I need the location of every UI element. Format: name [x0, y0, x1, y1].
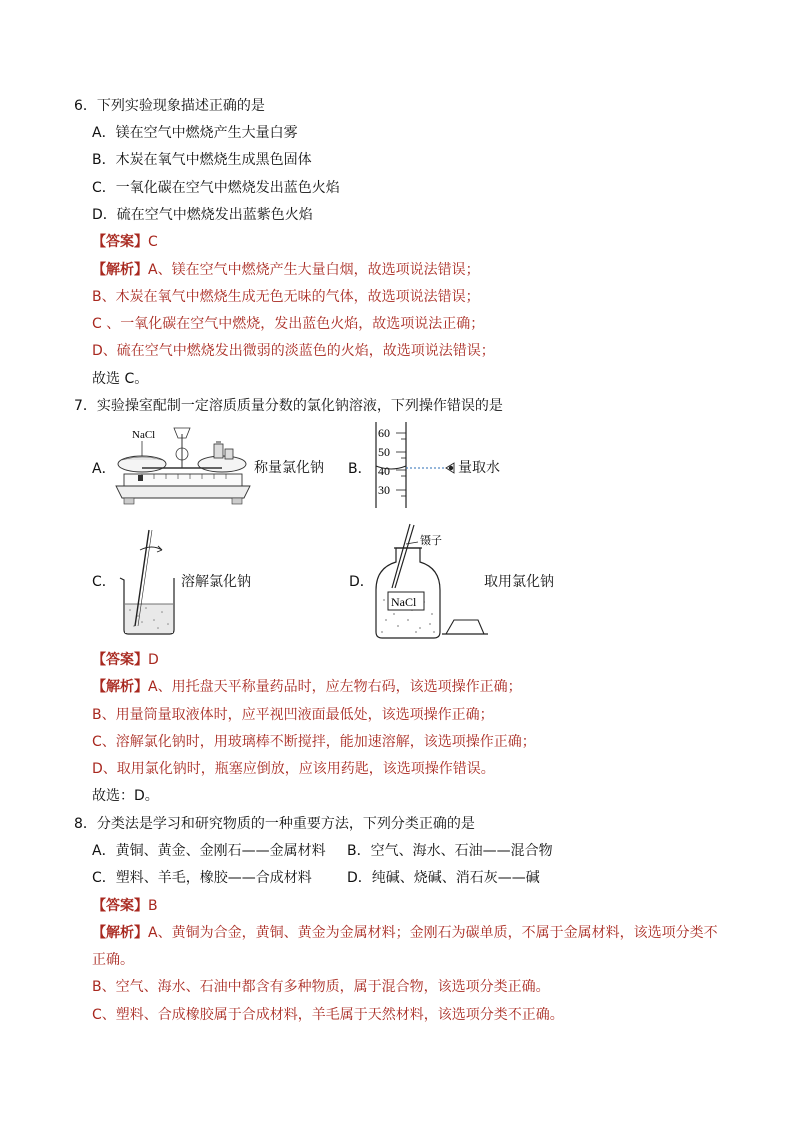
q8-option-a: A．黄铜、黄金、金刚石——金属材料 — [92, 843, 326, 859]
q8-option-b: B．空气、海水、石油——混合物 — [347, 843, 553, 859]
analysis-text: A、镁在空气中燃烧产生大量白烟，故选项说法错误； — [148, 262, 480, 278]
q6-analysis-line-2: B、木炭在氧气中燃烧生成无色无味的气体，故选项说法错误； — [92, 289, 480, 305]
answer-tag: 【答案】 — [92, 898, 148, 914]
analysis-tag: 【解析】 — [92, 679, 148, 695]
q7-analysis-line-3: C、溶解氯化钠时，用玻璃棒不断搅拌，能加速溶解，该选项操作正确； — [92, 734, 536, 750]
analysis-text: A、用托盘天平称量药品时，应左物右码，该选项操作正确； — [148, 679, 522, 695]
q7-fig-b-caption: 量取水 — [458, 460, 500, 476]
q6-stem: 6．下列实验现象描述正确的是 — [74, 98, 265, 114]
q6-analysis-line-4: D、硫在空气中燃烧发出微弱的淡蓝色的火焰，故选项说法错误； — [92, 343, 495, 359]
q6-conclusion: 故选 C。 — [92, 371, 149, 387]
q7-fig-d-letter: D． — [349, 574, 374, 590]
q7-fig-d-caption: 取用氯化钠 — [484, 574, 554, 590]
q7-fig-a-caption: 称量氯化钠 — [254, 460, 324, 476]
answer-value: C — [148, 234, 158, 250]
q7-fig-a-letter: A． — [92, 461, 116, 477]
answer-tag: 【答案】 — [92, 652, 148, 668]
answer-value: D — [148, 652, 159, 668]
cylinder-figure — [372, 422, 462, 510]
q8-analysis-line-4: C、塑料、合成橡胶属于合成材料，羊毛属于天然材料，该选项分类不正确。 — [92, 1007, 564, 1023]
answer-value: B — [148, 898, 158, 914]
answer-tag: 【答案】 — [92, 234, 148, 250]
tweezers-label: 镊子 — [420, 535, 442, 547]
analysis-tag: 【解析】 — [92, 262, 148, 278]
analysis-tag: 【解析】 — [92, 925, 148, 941]
q7-stem: 7．实验操室配制一定溶质质量分数的氯化钠溶液，下列操作错误的是 — [74, 398, 503, 414]
bottle-nacl-label: NaCl — [391, 595, 417, 609]
q7-fig-c-letter: C． — [92, 574, 116, 590]
balance-figure — [112, 424, 252, 510]
q8-analysis-line-3: B、空气、海水、石油中都含有多种物质，属于混合物，该选项分类正确。 — [92, 979, 550, 995]
q8-analysis-line-1 — [92, 924, 718, 942]
q7-analysis-line-1 — [92, 678, 522, 696]
q6-answer-line — [92, 233, 158, 251]
beaker-figure — [118, 528, 180, 636]
tick-label-50: 50 — [378, 445, 390, 459]
q8-stem: 8．分类法是学习和研究物质的一种重要方法，下列分类正确的是 — [74, 816, 475, 832]
nacl-label: NaCl — [132, 429, 156, 441]
tick-label-40: 40 — [378, 464, 390, 478]
q8-option-c: C．塑料、羊毛，橡胶——合成材料 — [92, 870, 312, 886]
q7-answer-line — [92, 651, 159, 669]
analysis-text: A、黄铜为合金，黄铜、黄金为金属材料；金刚石为碳单质，不属于金属材料，该选项分类不 — [148, 925, 718, 941]
q7-analysis-line-4: D、取用氯化钠时，瓶塞应倒放，应该用药匙，该选项操作错误。 — [92, 761, 495, 777]
tick-label-30: 30 — [378, 483, 390, 497]
q8-option-d: D．纯碱、烧碱、消石灰——碱 — [347, 870, 540, 886]
q6-option-a: A．镁在空气中燃烧产生大量白雾 — [92, 125, 298, 141]
q7-fig-b-letter: B． — [348, 461, 372, 477]
q7-fig-c-caption: 溶解氯化钠 — [181, 574, 251, 590]
q8-analysis-line-2: 正确。 — [92, 952, 134, 968]
q6-option-c: C．一氧化碳在空气中燃烧发出蓝色火焰 — [92, 180, 340, 196]
q7-analysis-line-2: B、用量筒量取液体时，应平视凹液面最低处，该选项操作正确； — [92, 707, 494, 723]
q6-option-d: D．硫在空气中燃烧发出蓝紫色火焰 — [92, 207, 313, 223]
q7-conclusion: 故选：D。 — [92, 788, 159, 804]
tick-label-60: 60 — [378, 426, 390, 440]
q6-analysis-line-3: C 、一氧化碳在空气中燃烧，发出蓝色火焰，故选项说法正确； — [92, 316, 485, 332]
q6-analysis-line-1 — [92, 261, 480, 279]
bottle-stopper — [446, 620, 484, 634]
bottle-figure — [372, 520, 492, 642]
q6-option-b: B．木炭在氧气中燃烧生成黑色固体 — [92, 152, 312, 168]
q8-answer-line — [92, 897, 158, 915]
